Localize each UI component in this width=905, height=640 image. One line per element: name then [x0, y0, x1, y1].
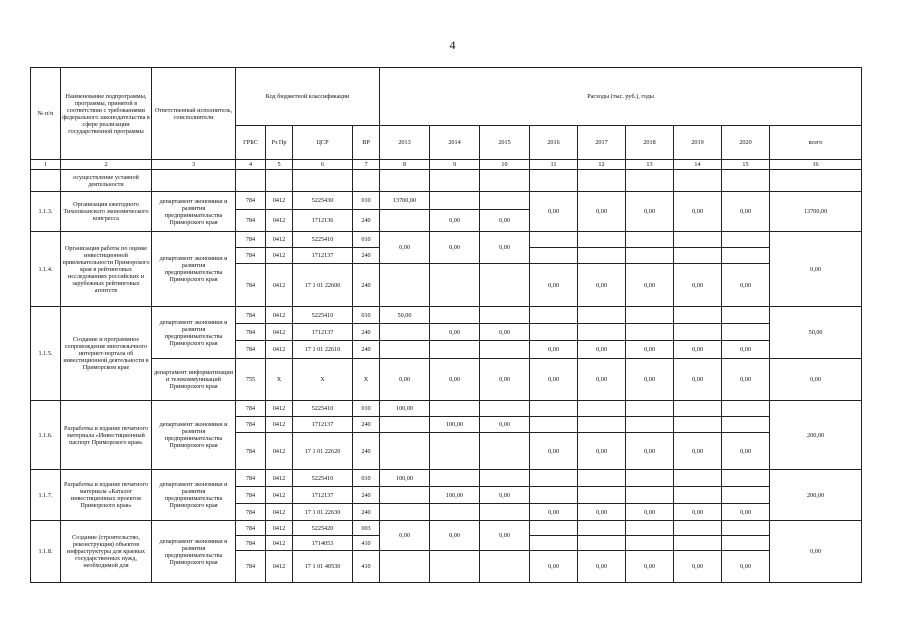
value-2018: 0,00 — [626, 264, 674, 307]
rzpr: 0412 — [266, 307, 293, 324]
value-2020: 0,00 — [722, 359, 770, 401]
value-2015: 0,00 — [480, 210, 530, 232]
value-2014: 100,00 — [430, 417, 480, 433]
row-number: 1.1.5. — [31, 307, 61, 401]
value-total: 200,00 — [770, 470, 862, 521]
table-row — [31, 307, 862, 324]
grbs: 784 — [236, 487, 266, 504]
rzpr: 0412 — [266, 521, 293, 536]
value-2015: 0,00 — [480, 232, 530, 264]
row-number: 1.1.3. — [31, 192, 61, 232]
value-2019: 0,00 — [674, 551, 722, 583]
value-2015: 0,00 — [480, 417, 530, 433]
value-total: 200,00 — [770, 401, 862, 470]
col-number: 6 — [293, 160, 353, 170]
vr: 240 — [353, 504, 380, 521]
value-2013: 50,00 — [380, 307, 430, 324]
vr: 010 — [353, 232, 380, 248]
row-number: 1.1.8. — [31, 521, 61, 583]
vr: 240 — [353, 248, 380, 264]
rzpr: 0412 — [266, 433, 293, 470]
grbs: 784 — [236, 264, 266, 307]
value-2014: 100,00 — [430, 487, 480, 504]
responsible: департамент экономики и развития предпринимательства Приморского края — [152, 521, 236, 583]
header-year: 2015 — [480, 126, 530, 160]
value-2019: 0,00 — [674, 504, 722, 521]
header-name: Наименование подпрограммы, программы, принятой в соответствии с требованиями федерального законодательства в сфере реализации государственной программы — [61, 68, 152, 160]
rzpr: 0412 — [266, 341, 293, 359]
responsible: департамент экономики и развития предпринимательства Приморского края — [152, 470, 236, 521]
vr: 010 — [353, 401, 380, 417]
col-number: 7 — [353, 160, 380, 170]
rzpr: 0412 — [266, 417, 293, 433]
grbs: 784 — [236, 248, 266, 264]
value-2019: 0,00 — [674, 359, 722, 401]
row-name: Организация работы по оценке инвестиционной привлекательности Приморского края в рейтинговых исследованиях российских и зарубежных рейтинговых агентств — [61, 232, 152, 307]
rzpr: 0412 — [266, 487, 293, 504]
rzpr: 0412 — [266, 551, 293, 583]
col-number: 11 — [530, 160, 578, 170]
csr: 1712137 — [293, 248, 353, 264]
rzpr: 0412 — [266, 264, 293, 307]
row-name: Разработка и издание печатного материала «Инвестиционный паспорт Приморского края» — [61, 401, 152, 470]
vr: Х — [353, 359, 380, 401]
value-total: 50,00 — [770, 307, 862, 359]
table-row — [31, 359, 862, 401]
value-2017: 0,00 — [578, 359, 626, 401]
csr: 1712136 — [293, 210, 353, 232]
vr: 240 — [353, 324, 380, 341]
value-2015: 0,00 — [480, 324, 530, 341]
value-2017: 0,00 — [578, 504, 626, 521]
table-row — [31, 470, 862, 487]
csr: 17 1 01 22600 — [293, 264, 353, 307]
col-number: 13 — [626, 160, 674, 170]
rzpr: 0412 — [266, 536, 293, 551]
value-2015: 0,00 — [480, 359, 530, 401]
col-number: 16 — [770, 160, 862, 170]
value-2013: 100,00 — [380, 470, 430, 487]
csr: 5225410 — [293, 307, 353, 324]
col-number: 12 — [578, 160, 626, 170]
value-2019: 0,00 — [674, 192, 722, 232]
csr: 5225410 — [293, 470, 353, 487]
value-2016: 0,00 — [530, 264, 578, 307]
value-2016: 0,00 — [530, 551, 578, 583]
col-number: 15 — [722, 160, 770, 170]
col-number: 3 — [152, 160, 236, 170]
csr: 1712137 — [293, 487, 353, 504]
budget-table — [30, 67, 862, 583]
value-2014: 0,00 — [430, 232, 480, 264]
value-2016: 0,00 — [530, 192, 578, 232]
header-year: 2014 — [430, 126, 480, 160]
value-2014: 0,00 — [430, 210, 480, 232]
column-number-row — [31, 160, 862, 170]
grbs: 784 — [236, 232, 266, 248]
row-name: Разработка и издание печатного материала «Каталог инвестиционных проектов Приморского края» — [61, 470, 152, 521]
csr: 1714053 — [293, 536, 353, 551]
header-year: 2019 — [674, 126, 722, 160]
value-2017: 0,00 — [578, 433, 626, 470]
grbs: 784 — [236, 551, 266, 583]
col-number: 4 — [236, 160, 266, 170]
value-2017: 0,00 — [578, 264, 626, 307]
grbs: 784 — [236, 192, 266, 210]
vr: 240 — [353, 264, 380, 307]
header-kbk: Код бюджетной классификации — [236, 68, 380, 126]
value-2015: 0,00 — [480, 487, 530, 504]
rzpr: Х — [266, 359, 293, 401]
header-year: 2016 — [530, 126, 578, 160]
vr: 010 — [353, 307, 380, 324]
csr: 1712137 — [293, 417, 353, 433]
csr: 17 1 01 22620 — [293, 433, 353, 470]
table-row — [31, 192, 862, 210]
grbs: 784 — [236, 210, 266, 232]
grbs: 784 — [236, 324, 266, 341]
header-grbs: ГРБС — [236, 126, 266, 160]
csr: 5225410 — [293, 401, 353, 417]
grbs: 784 — [236, 341, 266, 359]
value-2019: 0,00 — [674, 341, 722, 359]
continuation-row — [31, 170, 862, 192]
value-2013: 13700,00 — [380, 192, 430, 210]
csr: 5225410 — [293, 232, 353, 248]
value-2020: 0,00 — [722, 341, 770, 359]
vr: 410 — [353, 551, 380, 583]
responsible: департамент экономики и развития предпринимательства Приморского края — [152, 192, 236, 232]
csr: 5225430 — [293, 192, 353, 210]
row-name: Создание (строительство, реконструкция) объектов инфраструктуры для краевых государственных нужд, необходимой для — [61, 521, 152, 583]
value-2018: 0,00 — [626, 551, 674, 583]
value-2016: 0,00 — [530, 359, 578, 401]
grbs: 784 — [236, 504, 266, 521]
responsible: департамент экономики и развития предпринимательства Приморского края — [152, 401, 236, 470]
value-2016: 0,00 — [530, 433, 578, 470]
value-total: 0,00 — [770, 359, 862, 401]
value-2018: 0,00 — [626, 504, 674, 521]
rzpr: 0412 — [266, 192, 293, 210]
value-2016: 0,00 — [530, 504, 578, 521]
header-rzpr: Рз Пр — [266, 126, 293, 160]
col-number: 5 — [266, 160, 293, 170]
grbs: 784 — [236, 470, 266, 487]
csr: Х — [293, 359, 353, 401]
vr: 240 — [353, 210, 380, 232]
col-number: 8 — [380, 160, 430, 170]
rzpr: 0412 — [266, 232, 293, 248]
rzpr: 0412 — [266, 324, 293, 341]
header-year: 2013 — [380, 126, 430, 160]
csr: 5225420 — [293, 521, 353, 536]
value-2020: 0,00 — [722, 192, 770, 232]
col-number: 10 — [480, 160, 530, 170]
vr: 240 — [353, 341, 380, 359]
header-row-1 — [31, 68, 862, 126]
value-2019: 0,00 — [674, 264, 722, 307]
grbs: 755 — [236, 359, 266, 401]
vr: 240 — [353, 417, 380, 433]
value-2018: 0,00 — [626, 341, 674, 359]
value-2020: 0,00 — [722, 264, 770, 307]
row-number: 1.1.7. — [31, 470, 61, 521]
value-2019: 0,00 — [674, 433, 722, 470]
vr: 240 — [353, 433, 380, 470]
vr: 010 — [353, 192, 380, 210]
rzpr: 0412 — [266, 210, 293, 232]
vr: 410 — [353, 536, 380, 551]
col-number: 2 — [61, 160, 152, 170]
value-2020: 0,00 — [722, 504, 770, 521]
value-2020: 0,00 — [722, 433, 770, 470]
value-2017: 0,00 — [578, 192, 626, 232]
header-year: 2017 — [578, 126, 626, 160]
header-responsible: Ответственный исполнитель, соисполнители — [152, 68, 236, 160]
table-row — [31, 401, 862, 417]
csr: 17 1 01 22610 — [293, 341, 353, 359]
grbs: 784 — [236, 417, 266, 433]
value-2018: 0,00 — [626, 359, 674, 401]
rzpr: 0412 — [266, 504, 293, 521]
csr: 17 1 01 40530 — [293, 551, 353, 583]
vr: 010 — [353, 470, 380, 487]
csr: 17 1 01 22630 — [293, 504, 353, 521]
csr: 1712137 — [293, 324, 353, 341]
col-number: 9 — [430, 160, 480, 170]
value-2015: 0,00 — [480, 521, 530, 551]
value-total: 0,00 — [770, 232, 862, 307]
responsible: департамент экономики и развития предпринимательства Приморского края — [152, 307, 236, 359]
value-2016: 0,00 — [530, 341, 578, 359]
col-number: 14 — [674, 160, 722, 170]
vr: 003 — [353, 521, 380, 536]
responsible: департамент информатизации и телекоммуникаций Приморского края — [152, 359, 236, 401]
header-num: № п/п — [31, 68, 61, 160]
grbs: 784 — [236, 433, 266, 470]
header-total: всего — [770, 126, 862, 160]
grbs: 784 — [236, 521, 266, 536]
rzpr: 0412 — [266, 470, 293, 487]
header-expenses: Расходы (тыс. руб.), годы — [380, 68, 862, 126]
value-2014: 0,00 — [430, 359, 480, 401]
header-year: 2018 — [626, 126, 674, 160]
table-row — [31, 521, 862, 536]
header-year: 2020 — [722, 126, 770, 160]
row-name: Создание и программное сопровождение многоязычного интернет-портала об инвестиционной деятельности в Приморском крае — [61, 307, 152, 401]
rzpr: 0412 — [266, 248, 293, 264]
value-2017: 0,00 — [578, 341, 626, 359]
grbs: 784 — [236, 307, 266, 324]
value-2013: 0,00 — [380, 359, 430, 401]
row-name: Организация ежегодного Тихоокеанского экономического конгресса — [61, 192, 152, 232]
row-name: осуществление уставной деятельности — [61, 170, 152, 192]
header-csr: ЦСР — [293, 126, 353, 160]
value-2013: 0,00 — [380, 521, 430, 551]
col-number: 1 — [31, 160, 61, 170]
value-2017: 0,00 — [578, 551, 626, 583]
rzpr: 0412 — [266, 401, 293, 417]
page-number: 4 — [449, 38, 456, 52]
row-number: 1.1.4. — [31, 232, 61, 307]
value-total: 13700,00 — [770, 192, 862, 232]
value-total: 0,00 — [770, 521, 862, 583]
responsible: департамент экономики и развития предпринимательства Приморского края — [152, 232, 236, 307]
value-2013: 0,00 — [380, 232, 430, 264]
grbs: 784 — [236, 536, 266, 551]
value-2014: 0,00 — [430, 324, 480, 341]
value-2020: 0,00 — [722, 551, 770, 583]
value-2018: 0,00 — [626, 433, 674, 470]
value-2013: 100,00 — [380, 401, 430, 417]
grbs: 784 — [236, 401, 266, 417]
header-vr: ВР — [353, 126, 380, 160]
table-row — [31, 232, 862, 248]
value-2014: 0,00 — [430, 521, 480, 551]
value-2018: 0,00 — [626, 192, 674, 232]
vr: 240 — [353, 487, 380, 504]
row-number: 1.1.6. — [31, 401, 61, 470]
